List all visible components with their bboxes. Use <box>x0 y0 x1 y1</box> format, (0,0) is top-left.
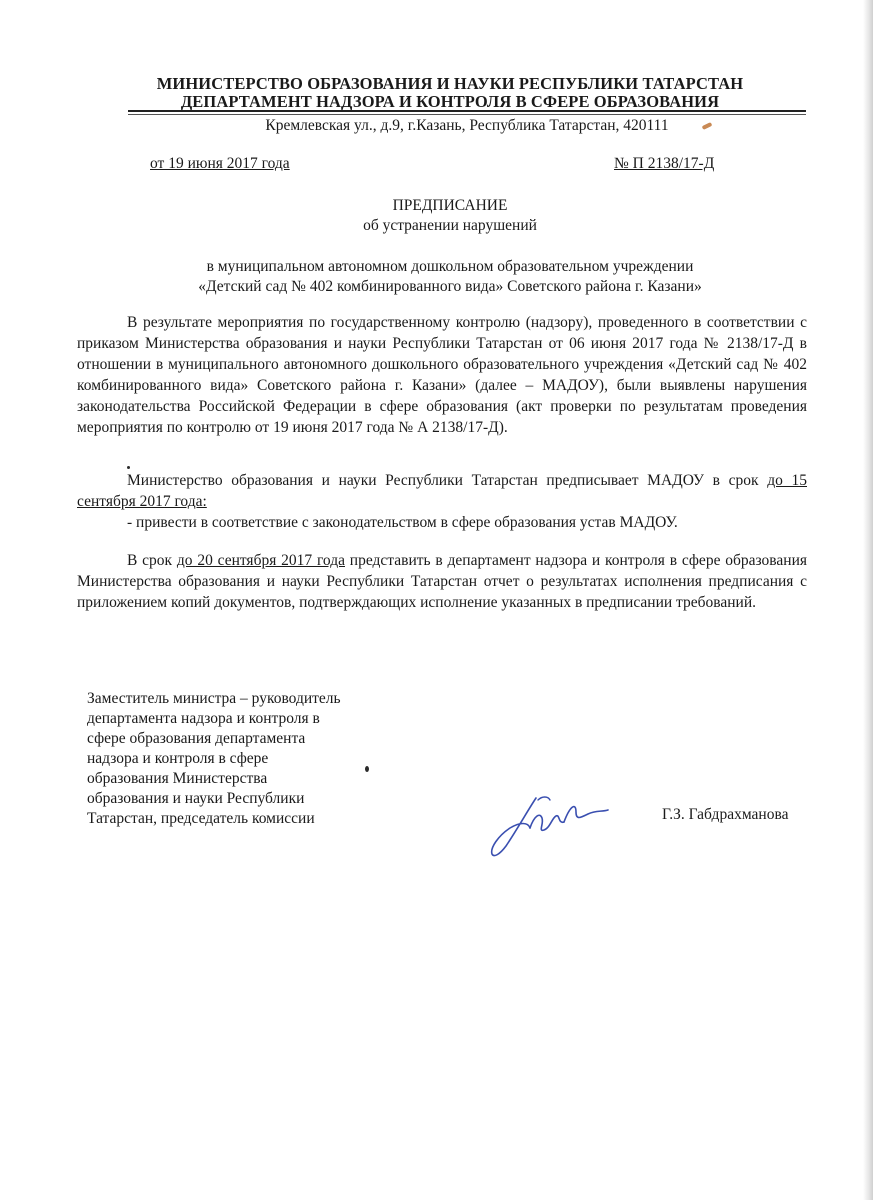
department-name: ДЕПАРТАМЕНТ НАДЗОРА И КОНТРОЛЯ В СФЕРЕ ОБРАЗОВАНИЯ <box>180 92 720 111</box>
findings-paragraph <box>77 312 807 438</box>
ministry-name: МИНИСТЕРСТВО ОБРАЗОВАНИЯ И НАУКИ РЕСПУБЛИКИ ТАТАРСТАН <box>156 74 744 93</box>
scan-dot <box>127 466 130 469</box>
document-subtitle: об устранении нарушений <box>363 217 537 234</box>
report-paragraph <box>77 550 807 613</box>
institution-line-1: в муниципальном автономном дошкольном образовательном учреждении <box>206 258 694 275</box>
requirement-text: - привести в соответствие с законодательством в сфере образования устав МАДОУ. <box>127 514 678 531</box>
signer-position-line: Татарстан, председатель комиссии <box>87 810 315 827</box>
directive-paragraph <box>77 470 807 512</box>
signer-position-line: Заместитель министра – руководитель <box>87 690 341 707</box>
report-text-rest: представить в департамент надзора и контроля в сфере образования Министерства образования и науки Республики Татарстан отчет о результатах исполнения предписания с приложением копий документов, подтверждающих исполнение указанных в предписании требований. <box>77 552 808 611</box>
directive-deadline: до 15 сентября 2017 года: <box>77 472 807 510</box>
requirement-paragraph <box>77 512 807 533</box>
signer-name: Г.З. Габдрахманова <box>662 806 789 823</box>
header-divider-thin <box>128 114 806 115</box>
directive-text: Министерство образования и науки Республики Татарстан предписывает МАДОУ в срок <box>127 472 768 489</box>
signer-position <box>87 689 387 829</box>
report-text-start: В срок <box>127 552 177 569</box>
document-title: ПРЕДПИСАНИЕ <box>392 197 508 214</box>
signer-position-line: надзора и контроля в сфере <box>87 750 269 767</box>
signer-position-line: сфере образования департамента <box>87 730 306 747</box>
document-number: № П 2138/17-Д <box>614 155 715 172</box>
header-divider <box>128 110 806 112</box>
paper-edge-shadow <box>863 0 873 1200</box>
signer-position-line: департамента надзора и контроля в <box>87 710 320 727</box>
report-deadline: до 20 сентября 2017 года <box>176 552 345 569</box>
signer-position-line: образования и науки Республики <box>87 790 305 807</box>
handwritten-signature <box>484 788 614 868</box>
scan-dot <box>365 766 369 772</box>
institution-line-2: «Детский сад № 402 комбинированного вида» Советского района г. Казани» <box>198 278 702 295</box>
findings-text: В результате мероприятия по государственному контролю (надзору), проведенного в соответствии с приказом Министерства образования и науки Республики Татарстан от 06 июня 2017 года № 2138/17-Д в отношении в муниципального автономного дошкольного образовательного учреждения «Детский сад № 402 комбинированного вида» Советского района г. Казани» (далее – МАДОУ), были выявлены нарушения законодательства Российской Федерации в сфере образования (акт проверки по результатам проведения мероприятия по контролю от 19 июня 2017 года № А 2138/17-Д). <box>77 314 807 436</box>
document-date: от 19 июня 2017 года <box>150 155 290 172</box>
signer-position-line: образования Министерства <box>87 770 268 787</box>
ministry-address: Кремлевская ул., д.9, г.Казань, Республика Татарстан, 420111 <box>265 117 669 134</box>
